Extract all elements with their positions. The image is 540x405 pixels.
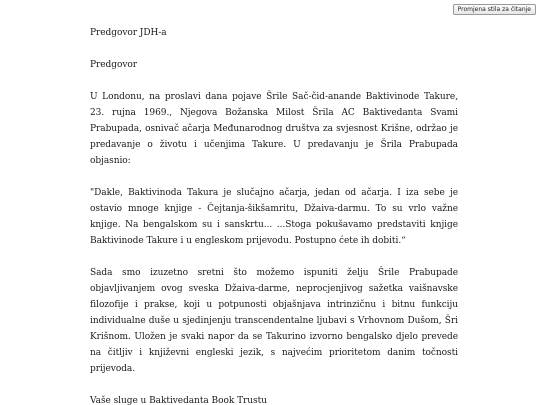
intro-paragraph: U Londonu, na proslavi dana pojave Šrile Sač-čid-anande Baktivinode Takure, 23. rujna 1969., Njegova Božanska Milost Šrila AC Baktivedanta Svami Prabupada, osnivač ačarja Međunarodnog društva za svjesnost Krišne, održao je predavanje o životu i učenjima Takure. U predavanju je Šrila Prabupada objasnio:	[90, 92, 458, 166]
publication-paragraph: Sada smo izuzetno sretni što možemo ispuniti želju Šrile Prabupade objavljivanjem ovog sveska Džaiva-darme, neprocjenjivog sažetka vaišnavske filozofije i prakse, koji u potpunosti objašnjava intrinzičnu i bitnu funkciju individualne duše u sjedinjenju transcendentalne ljubavi s Vrhovnom Dušom, Šri Krišnom. Uložen je svaki napor da se Takurino izvorno bengalsko djelo prevede na čitljiv i književni engleski jezik, s najvećim prioritetom danim točnosti prijevoda.	[90, 268, 458, 374]
section-title: Predgovor	[90, 60, 137, 70]
quote-paragraph: "Dakle, Baktivinoda Takura je slučajno ačarja, jedan od ačarja. I iza sebe je ostavio mnoge knjige - Čejtanja-šikšamritu, Džaiva-darmu. To su vrlo važne knjige. Na bengalskom su i sanskrtu... ...Stoga pokušavamo predstaviti knjige Baktivinode Takure i u engleskom prijevodu. Postupno ćete ih dobiti.“	[90, 188, 458, 246]
signature-line: Vaše sluge u Baktivedanta Book Trustu	[90, 396, 267, 405]
reading-style-toggle-button[interactable]: Promjena stila za čitanje	[453, 4, 536, 15]
document-heading: Predgovor JDH-a	[90, 28, 167, 38]
document-body	[90, 25, 458, 405]
